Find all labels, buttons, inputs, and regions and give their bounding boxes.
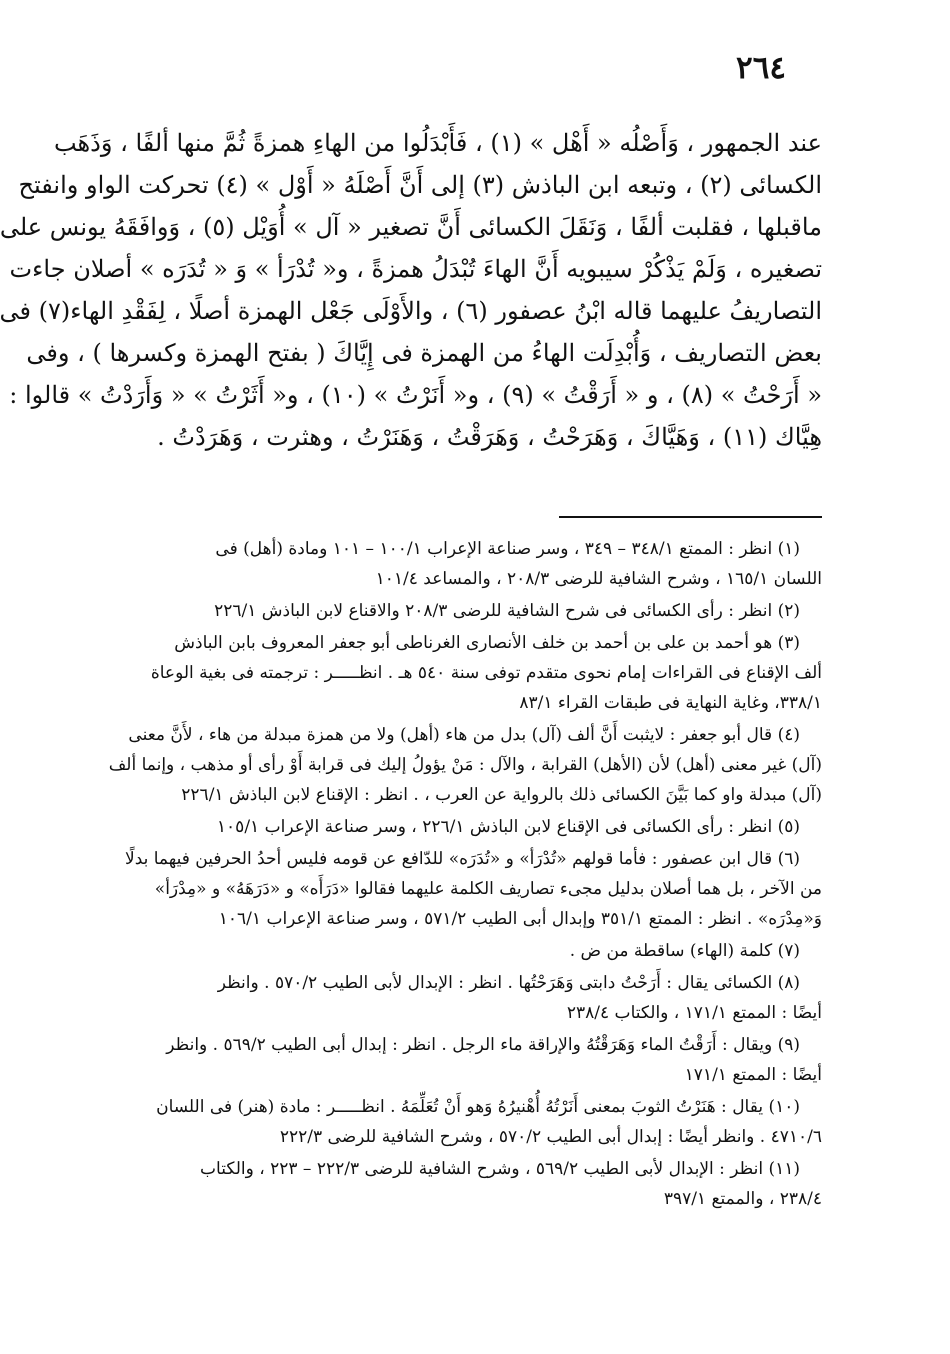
main-text-line: الكسائى (٢) ، وتبعه ابن الباذش (٣) إلى أَنَّ أَصْلَهُ « أَوْل » (٤) تحركت الواو وانفتح: [18, 171, 822, 199]
page-number: ٢٦٤: [736, 50, 786, 86]
main-text-line: هِيَّاك (١١) ، وَهَيَّاكَ ، وَهَرَحْتُ ، وَهَرَقْتُ ، وَهَنَرْتُ ، وهثرت ، وَهَرَدْتُ .: [157, 423, 822, 451]
footnote-3: [110, 628, 822, 718]
footnote-line: من الآخر ، بل هما أصلان بدليل مجىء تصاريف الكلمة عليهما فقالوا «دَرَأَه» و «دَرَهَهُ» و «مِدْرَأ»: [154, 879, 822, 899]
footnote-line: (١٠) يقال : هَنَرْتُ الثوبَ بمعنى أَنَرْتُهُ أُهْنيرُهُ وَهو أَنْ تُعَلِّمَهُ . انظـــــر : مادة (هنر) فى اللسان: [156, 1097, 800, 1117]
footnote-line: (١١) انظر : الإبدال لأبى الطيب ٥٦٩/٢ ، وشرح الشافية للرضى ٢٢٢/٣ – ٢٢٣ ، والكتاب: [200, 1159, 800, 1179]
footnote-6: [110, 844, 822, 934]
footnote-line: أيضًا : الممتع ١٧١/١ ، والكتاب ٢٣٨/٤: [566, 1003, 822, 1023]
footnote-line: (٦) قال ابن عصفور : فأما قولهم «تُدْرَأ» و «تُدَرَه» للدّافع عن قومه فليس أحدُ الحرفين فيهما بدلًا: [125, 849, 800, 869]
footnotes-block: [110, 534, 822, 1216]
footnote-line: ٣٣٨/١، وغاية النهاية فى طبقات القراء ٨٣/١: [519, 693, 822, 713]
footnote-line: (آل) مبدلة واو كما بَيَّنَ الكسائى ذلك بالرواية عن العرب ، . انظر : الإقناع لابن الباذش ٢٢٦/١: [181, 785, 822, 805]
main-text-block: [0, 122, 822, 458]
footnote-line: (١) انظر : الممتع ٣٤٨/١ – ٣٤٩ ، وسر صناعة الإعراب ١٠٠/١ – ١٠١ ومادة (أهل) فى: [215, 539, 800, 559]
document-page: [2, 0, 950, 1354]
footnote-9: [110, 1030, 822, 1090]
footnote-line: (٥) انظر : رأى الكسائى فى الإقناع لابن الباذش ٢٢٦/١ ، وسر صناعة الإعراب ١٠٥/١: [216, 817, 800, 837]
footnote-line: (٧) كلمة (الهاء) ساقطة من ض .: [569, 941, 800, 961]
footnote-10: [110, 1092, 822, 1152]
main-text-line: « أَرَحْتُ » (٨) ، و « أَرَقْتُ » (٩) ، و« أَنَرْتُ » (١٠) ، و« أَثَرْتُ » « وَأَرَدْتُ » قالوا :: [9, 381, 822, 409]
footnote-7: [110, 936, 822, 966]
footnote-line: ألف الإقناع فى القراءات إمام نحوى متقدم توفى سنة ٥٤٠ هـ . انظـــــر : ترجمته فى بغية الوعاة: [150, 663, 822, 683]
main-text-line: تصغيره ، وَلَمْ يَذْكُرْ سيبويه أَنَّ الهاءَ تُبْدَلُ همزةً ، و« تُدْرَأ » وَ « تُدَرَه » أصلان جاءت: [9, 255, 822, 283]
footnote-line: اللسان ١٦٥/١ ، وشرح الشافية للرضى ٢٠٨/٣ ، والمساعد ١٠١/٤: [375, 569, 822, 589]
main-text-line: ماقبلها ، فقلبت ألفًا ، وَنَقَلَ الكسائى أَنَّ تصغير « آل » أُوَيْل (٥) ، وَوافَقَهُ يونس على: [0, 213, 822, 241]
footnote-8: [110, 968, 822, 1028]
main-text-line: عند الجمهور ، وَأَصْلُه « أَهْل » (١) ، فَأَبْدَلُوا من الهاءِ همزةً ثُمَّ منها ألفًا ، وَذَهَب: [53, 129, 822, 157]
footnote-line: (٢) انظر : رأى الكسائى فى شرح الشافية للرضى ٢٠٨/٣ والاقناع لابن الباذش ٢٢٦/١: [214, 601, 800, 621]
footnote-11: [110, 1154, 822, 1214]
footnote-line: (٣) هو أحمد بن على بن أحمد بن خلف الأنصارى الغرناطى أبو جعفر المعروف بابن الباذش: [174, 633, 800, 653]
footnote-line: (آل) غير معنى (أهل) لأن (الأهل) القرابة ، والآل : مَنْ يؤولُ إليك فى قرابة أَوْ رأى أو مذهب ، وإنما ألف: [108, 755, 822, 775]
footnote-5: [110, 812, 822, 842]
footnote-line: أيضًا : الممتع ١٧١/١: [684, 1065, 822, 1085]
footnote-line: (٤) قال أبو جعفر : لايثبت أَنَّ ألف (آل) بدل من هاء (أهل) ولا من همزة مبدلة من هاء ، لأَنَّ معنى: [128, 725, 800, 745]
footnote-line: (٩) ويقال : أَرَقْتُ الماء وَهَرَقْتُهُ والإراقة ماء الرجل . انظر : إبدال أبى الطيب ٥٦٩/٢ . وانظر: [166, 1035, 800, 1055]
footnote-1: [110, 534, 822, 594]
footnote-line: وَ«مِدْرَه» . انظر : الممتع ٣٥١/١ وإبدال أبى الطيب ٥٧١/٢ ، وسر صناعة الإعراب ١٠٦/١: [218, 909, 822, 929]
main-text-line: التصاريفُ عليهما قاله ابْنُ عصفور (٦) ، والأَوْلَى جَعْل الهمزة أصلًا ، لِفَقْدِ الهاء(٧) فى: [0, 297, 822, 325]
footnote-line: ٢٣٨/٤ ، والممتع ٣٩٧/١: [663, 1189, 822, 1209]
footnote-2: [110, 596, 822, 626]
footnote-separator: [559, 516, 822, 518]
footnote-line: ٤٧١٠/٦ . وانظر أيضًا : إبدال أبى الطيب ٥٧٠/٢ ، وشرح الشافية للرضى ٢٢٢/٣: [279, 1127, 822, 1147]
footnote-4: [110, 720, 822, 810]
footnote-line: (٨) الكسائى يقال : أَرَحْتُ دابتى وَهَرَحْتُها . انظر : الإبدال لأبى الطيب ٥٧٠/٢ . وانظر: [217, 973, 800, 993]
main-text-line: بعض التصاريف ، وَأُبْدِلَت الهاءُ من الهمزة فى إِيَّاكَ ( بفتح الهمزة وكسرها ) ، وفى: [26, 339, 822, 367]
